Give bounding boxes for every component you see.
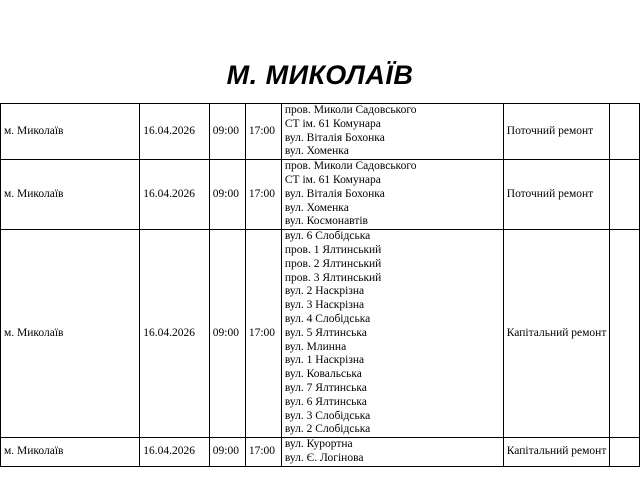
table-row [1,104,640,160]
street-item: вул. 1 Наскрізна [284,354,365,367]
street-item: вул. 6 Ялтинська [284,395,367,408]
page-title: М. МИКОЛАЇВ [226,60,414,90]
street-item: вул. Віталія Бохонка [284,187,385,200]
streets-cell [281,160,503,230]
street-item: пров. Миколи Садовського [284,160,417,173]
street-item: вул. 7 Ялтинська [284,381,367,394]
city-cell: м. Миколаїв [1,438,140,467]
outage-schedule-table [0,103,640,467]
city-cell: м. Миколаїв [1,160,140,230]
street-item: пров. Миколи Садовського [284,104,417,116]
street-item: вул. 5 Ялтинська [284,326,367,339]
street-item: вул. 3 Слобідська [284,409,371,422]
street-item: пров. 1 Ялтинський [284,243,382,256]
street-item: вул. 3 Наскрізна [284,299,365,312]
street-item: вул. Хоменка [284,145,349,158]
streets-cell [281,438,503,467]
street-item: вул. Космонавтів [284,215,368,228]
street-item: вул. 6 Слобідська [284,230,371,243]
street-item: вул. 2 Слобідська [284,423,371,436]
street-item: вул. Хоменка [284,201,349,214]
table-row [1,160,640,230]
table-row [1,438,640,467]
end-time-cell: 17:00 [245,230,281,438]
empty-cell [610,104,640,160]
city-cell: м. Миколаїв [1,104,140,160]
end-time-cell: 17:00 [245,104,281,160]
empty-cell [610,230,640,438]
street-item: пров. 2 Ялтинський [284,257,382,270]
street-item: СТ ім. 61 Комунара [284,117,381,130]
street-item: вул. Віталія Бохонка [284,131,385,144]
street-item: вул. 2 Наскрізна [284,285,365,298]
empty-cell [610,438,640,467]
street-item: вул. Ковальська [284,368,362,381]
work-type-cell: Поточний ремонт [503,160,610,230]
table-row [1,230,640,438]
streets-cell [281,104,503,160]
start-time-cell: 09:00 [209,438,245,467]
street-item: СТ ім. 61 Комунара [284,173,381,186]
street-item: вул. Курортна [284,438,353,451]
date-cell: 16.04.2026 [140,230,209,438]
work-type-cell: Капітальний ремонт [503,438,610,467]
date-cell: 16.04.2026 [140,438,209,467]
street-item: вул. Млинна [284,340,347,353]
streets-cell [281,230,503,438]
start-time-cell: 09:00 [209,230,245,438]
city-cell: м. Миколаїв [1,230,140,438]
work-type-cell: Капітальний ремонт [503,230,610,438]
work-type-cell: Поточний ремонт [503,104,610,160]
date-cell: 16.04.2026 [140,104,209,160]
start-time-cell: 09:00 [209,104,245,160]
end-time-cell: 17:00 [245,160,281,230]
street-item: вул. 4 Слобідська [284,312,371,325]
end-time-cell: 17:00 [245,438,281,467]
start-time-cell: 09:00 [209,160,245,230]
empty-cell [610,160,640,230]
date-cell: 16.04.2026 [140,160,209,230]
street-item: пров. 3 Ялтинський [284,271,382,284]
street-item: вул. Є. Логінова [284,451,364,464]
